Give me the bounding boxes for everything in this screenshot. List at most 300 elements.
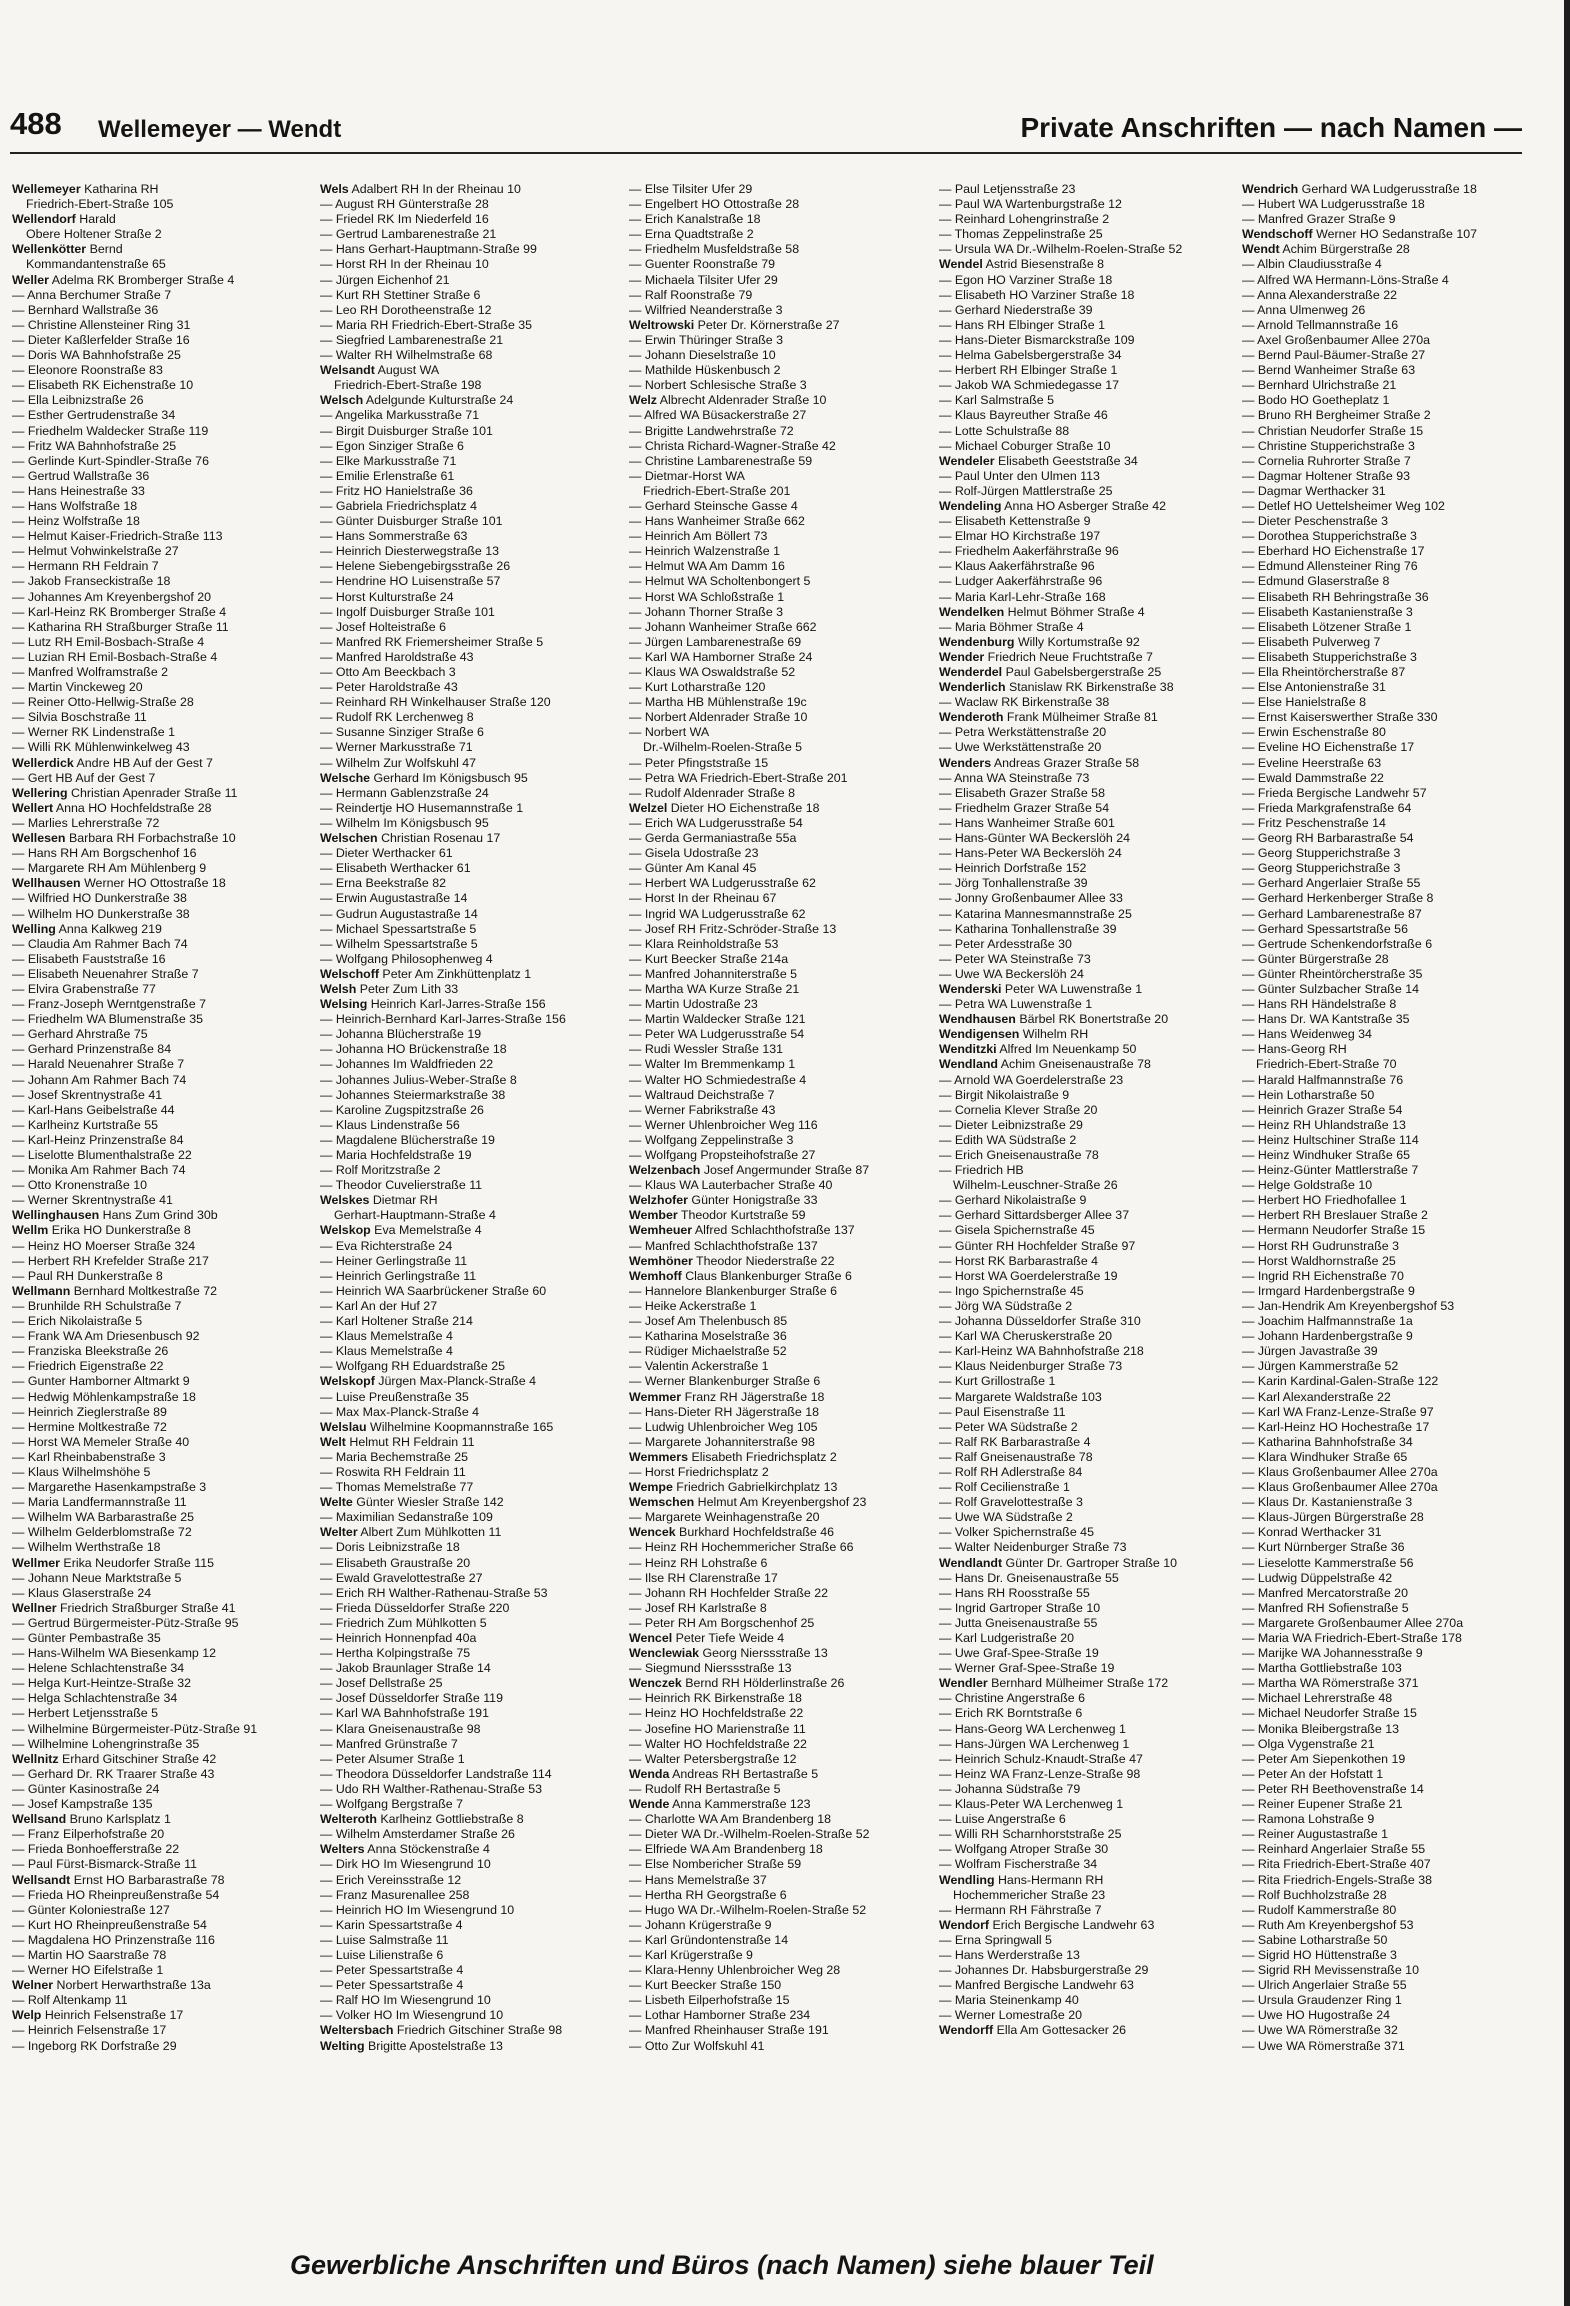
directory-entry: — Maximilian Sedanstraße 109: [320, 1510, 493, 1525]
directory-entry: — Uwe HO Hugostraße 24: [1242, 2008, 1391, 2023]
directory-entry: — Georg Stupperichstraße 3: [1242, 846, 1401, 861]
directory-entry: — Karl Krügerstraße 9: [629, 1947, 753, 1962]
page-number: 488: [10, 106, 62, 141]
directory-entry: — Peter Am Siepenkothen 19: [1242, 1751, 1406, 1766]
directory-entry: — Manfred Grazer Straße 9: [1242, 212, 1396, 227]
directory-entry: — Manfred Johanniterstraße 5: [629, 966, 798, 981]
directory-entry: — Heinrich Gerlingstraße 11: [320, 1268, 477, 1283]
directory-entry: — Peter Haroldstraße 43: [320, 680, 458, 695]
directory-entry: — Fritz HO Hanielstraße 36: [320, 483, 473, 498]
directory-entry: — Otto Kronenstraße 10: [12, 1178, 147, 1193]
directory-entry: — Elisabeth Fauststraße 16: [12, 951, 166, 966]
directory-entry: Wenders Andreas Grazer Straße 58: [939, 755, 1140, 770]
directory-entry: — Wilhelm HO Dunkerstraße 38: [12, 906, 190, 921]
directory-entry: Wellsandt Ernst HO Barbarastraße 78: [12, 1872, 225, 1887]
directory-entry: — Katarina Mannesmannstraße 25: [939, 906, 1132, 921]
directory-entry: Welzel Dieter HO Eichenstraße 18: [629, 800, 820, 815]
directory-entry: — Heinz HO Moerser Straße 324: [12, 1238, 196, 1253]
directory-entry: — Michael Spessartstraße 5: [320, 921, 477, 936]
directory-entry: — Peter WA Steinstraße 73: [939, 951, 1091, 966]
directory-entry: — Ralf RK Barbarastraße 4: [939, 1434, 1091, 1449]
directory-entry: — Karl Ludgeristraße 20: [939, 1631, 1074, 1645]
directory-entry: — Luise Lilienstraße 6: [320, 1947, 444, 1962]
directory-entry: — Hans Wanheimer Straße 601: [939, 815, 1115, 830]
directory-entry: — Hans Werderstraße 13: [939, 1947, 1080, 1962]
directory-entry: — Herbert RH Krefelder Straße 217: [12, 1253, 209, 1268]
directory-entry: — Luzian RH Emil-Bosbach-Straße 4: [12, 649, 218, 664]
directory-entry: — Hermine Moltkestraße 72: [12, 1419, 167, 1434]
directory-entry: — Karl Holtener Straße 214: [320, 1314, 473, 1329]
directory-entry: — Katharina Moselstraße 36: [629, 1329, 787, 1344]
directory-entry: — Reiner Otto-Hellwig-Straße 28: [12, 695, 194, 710]
directory-entry: — Horst RH In der Rheinau 10: [320, 257, 489, 272]
directory-entry: — Gabriela Friedrichsplatz 4: [320, 498, 478, 513]
directory-entry: Wellering Christian Apenrader Straße 11: [12, 785, 238, 800]
directory-entry: — Walter Im Bremmenkamp 1: [629, 1057, 796, 1072]
directory-entry: — Christine Stupperichstraße 3: [1242, 438, 1415, 453]
surname: Wendigensen: [939, 1027, 1020, 1042]
directory-entry: — Heinrich HO Im Wiesengrund 10: [320, 1902, 515, 1917]
surname: Welsch: [320, 393, 364, 408]
directory-entry: — Magdalena HO Prinzenstraße 116: [12, 1932, 215, 1947]
directory-entry: — Helene Siebengebirgsstraße 26: [320, 559, 511, 574]
directory-entry: — Josef RH Karlstraße 8: [629, 1600, 767, 1615]
directory-entry: — Friedrich Zum Mühlkotten 5: [320, 1615, 487, 1630]
directory-entry: Wenderski Peter WA Luwenstraße 1: [939, 981, 1143, 996]
directory-entry: — Helmut Vohwinkelstraße 27: [12, 544, 179, 559]
directory-entry: Wellert Anna HO Hochfeldstraße 28: [12, 800, 212, 815]
directory-entry: Welzenbach Josef Angermunder Straße 87: [629, 1163, 870, 1178]
surname: Welslau: [320, 1419, 367, 1434]
directory-entry: — Kurt Beecker Straße 214a: [629, 951, 789, 966]
directory-entry: — Lotte Schulstraße 88: [939, 423, 1070, 438]
directory-entry: — Klaus Wilhelmshöhe 5: [12, 1464, 151, 1479]
directory-entry: — Wolfgang Philosophenweg 4: [320, 951, 493, 966]
directory-entry: — Dirk HO Im Wiesengrund 10: [320, 1857, 491, 1872]
directory-entry: — Johannes Am Kreyenbergshof 20: [12, 589, 212, 604]
directory-entry: — Theodor Cuvelierstraße 11: [320, 1178, 483, 1193]
directory-entry: — Michael Coburger Straße 10: [939, 438, 1111, 453]
directory-entry: — Herbert RH Breslauer Straße 2: [1242, 1208, 1428, 1223]
directory-entry: — Kurt Grillostraße 1: [939, 1374, 1056, 1389]
directory-entry: — Friedhelm Aakerfährstraße 96: [939, 544, 1119, 559]
directory-entry: — Günter Kasinostraße 24: [12, 1781, 160, 1796]
directory-entry: — Dagmar Werthacker 31: [1242, 483, 1386, 498]
directory-entry: — Karl WA Hamborner Straße 24: [629, 649, 813, 664]
directory-entry: — Otto Am Beeckbach 3: [320, 665, 456, 679]
directory-entry: Wellm Erika HO Dunkerstraße 8: [12, 1223, 191, 1238]
directory-entry: — Josef Dellstraße 25: [320, 1676, 443, 1691]
directory-entry: — Dagmar Holtener Straße 93: [1242, 468, 1411, 483]
directory-entry: — Peter An der Hofstatt 1: [1242, 1766, 1384, 1781]
surname: Wellesen: [12, 831, 66, 846]
surname: Wels: [320, 182, 349, 196]
directory-entry: — Udo RH Walther-Rathenau-Straße 53: [320, 1781, 542, 1796]
directory-entry: — Eveline Heerstraße 63: [1242, 755, 1382, 770]
directory-entry: — Wilhelm Spessartstraße 5: [320, 936, 478, 951]
directory-entry: — Heinrich Felsenstraße 17: [12, 2023, 167, 2038]
directory-entry: — Dieter Kaßlerfelder Straße 16: [12, 332, 190, 347]
surname: Wemschen: [629, 1495, 695, 1510]
directory-entry: — Hans Gerhart-Hauptmann-Straße 99: [320, 242, 537, 257]
directory-entry: — Johanna Südstraße 79: [939, 1781, 1081, 1796]
directory-entry: — Joachim Halfmannstraße 1a: [1242, 1314, 1413, 1329]
directory-entry: — Doris Leibnizstraße 18: [320, 1540, 460, 1555]
surname: Wendeling: [939, 498, 1002, 513]
directory-entry: — Monika Bleibergstraße 13: [1242, 1721, 1400, 1736]
directory-entry: — Horst RH Gudrunstraße 3: [1242, 1238, 1399, 1253]
directory-entry: — Josef Düsseldorfer Straße 119: [320, 1691, 503, 1706]
directory-entry: Wendschoff Werner HO Sedanstraße 107: [1242, 227, 1478, 242]
directory-entry: — Jürgen Kammerstraße 52: [1242, 1359, 1399, 1374]
directory-entry: — Lutz RH Emil-Bosbach-Straße 4: [12, 634, 205, 649]
directory-entry: — Michael Neudorfer Straße 15: [1242, 1706, 1417, 1721]
directory-entry: — Birgit Duisburger Straße 101: [320, 423, 493, 438]
directory-entry: — Heiner Gerlingstraße 11: [320, 1253, 468, 1268]
surname: Wendrich: [1242, 182, 1299, 196]
directory-entry: — Erwin Augustastraße 14: [320, 891, 468, 906]
directory-entry: — Liselotte Blumenthalstraße 22: [12, 1148, 192, 1162]
directory-entry: — Norbert WA: [629, 725, 710, 740]
directory-entry: — Gisela Udostraße 23: [629, 846, 759, 861]
directory-entry: — Klaus Aakerfährstraße 96: [939, 559, 1095, 574]
directory-entry: — Charlotte WA Am Brandenberg 18: [629, 1812, 832, 1827]
directory-entry: — Else Nombericher Straße 59: [629, 1857, 802, 1872]
directory-entry: — Albin Claudiusstraße 4: [1242, 257, 1382, 272]
directory-entry: — Kurt HO Rheinpreußenstraße 54: [12, 1917, 207, 1932]
directory-entry: Welslau Wilhelmine Koopmannstraße 165: [320, 1419, 554, 1434]
directory-entry: — Gerlinde Kurt-Spindler-Straße 76: [12, 453, 209, 468]
directory-entry: — Elisabeth RH Behringstraße 36: [1242, 589, 1429, 604]
directory-entry: — Hans Wanheimer Straße 662: [629, 514, 805, 529]
directory-entry: — Sabine Lotharstraße 50: [1242, 1932, 1388, 1947]
directory-entry: — Jonny Großenbaumer Allee 33: [939, 891, 1123, 906]
directory-entry: — Jakob Braunlager Straße 14: [320, 1661, 491, 1676]
directory-entry: Wellsand Bruno Karlsplatz 1: [12, 1812, 171, 1827]
directory-entry: — Heinz Windhuker Straße 65: [1242, 1148, 1411, 1162]
directory-entry: Wende Anna Kammerstraße 123: [629, 1797, 811, 1812]
directory-entry: Wels Adalbert RH In der Rheinau 10: [320, 182, 521, 196]
directory-entry: — Heinrich Zieglerstraße 89: [12, 1404, 167, 1419]
surname: Wende: [629, 1797, 670, 1812]
directory-entry: — Ursula Graudenzer Ring 1: [1242, 1993, 1402, 2008]
directory-entry: — Ludger Aakerfährstraße 96: [939, 574, 1103, 589]
directory-entry: — Erich Gneisenaustraße 78: [939, 1148, 1099, 1162]
directory-entry: — Hendrine HO Luisenstraße 57: [320, 574, 501, 589]
directory-entry: — Peter WA Südstraße 2: [939, 1419, 1078, 1434]
directory-entry: — Friedel RK Im Niederfeld 16: [320, 212, 489, 227]
directory-entry: — Bernd Paul-Bäumer-Straße 27: [1242, 348, 1426, 363]
surname: Wellert: [12, 800, 54, 815]
directory-entry: — Waltraud Deichstraße 7: [629, 1087, 775, 1102]
directory-entry: — Klaus Dr. Kastanienstraße 3: [1242, 1495, 1413, 1510]
directory-entry: — Karl-Heinz HO Hochestraße 17: [1242, 1419, 1430, 1434]
directory-entry: — Manfred RK Friemersheimer Straße 5: [320, 634, 544, 649]
directory-entry: Wencek Burkhard Hochfeldstraße 46: [629, 1525, 835, 1540]
directory-entry: — Brigitte Landwehrstraße 72: [629, 423, 794, 438]
directory-entry: — Irmgard Hardenbergstraße 9: [1242, 1283, 1415, 1298]
directory-entry: — Kurt Beecker Straße 150: [629, 1978, 782, 1993]
directory-entry: Welt Helmut RH Feldrain 11: [320, 1434, 475, 1449]
directory-entry: Welskop Eva Memelstraße 4: [320, 1223, 482, 1238]
surname: Wemhöner: [629, 1253, 693, 1268]
directory-entry: — Heinz Hultschiner Straße 114: [1242, 1132, 1419, 1147]
directory-entry: — Elisabeth Lötzener Straße 1: [1242, 619, 1412, 634]
directory-entry: — Gerhard Sittardsberger Allee 37: [939, 1208, 1130, 1223]
directory-entry: — Georg RH Barbarastraße 54: [1242, 831, 1414, 846]
directory-entry: — Herbert RH Elbinger Straße 1: [939, 363, 1118, 378]
directory-entry: — Ursula WA Dr.-Wilhelm-Roelen-Straße 52: [939, 242, 1183, 257]
directory-entry: — Klaus Memelstraße 4: [320, 1344, 453, 1359]
directory-entry: — Margarete Johanniterstraße 98: [629, 1434, 815, 1449]
directory-entry: — Engelbert HO Ottostraße 28: [629, 197, 800, 212]
directory-entry: — Detlef HO Uettelsheimer Weg 102: [1242, 498, 1445, 513]
directory-entry: Wendt Achim Bürgerstraße 28: [1242, 242, 1410, 257]
directory-entry: — Werner Markusstraße 71: [320, 740, 473, 755]
directory-entry: — Heinrich Honnenpfad 40a: [320, 1631, 477, 1645]
directory-entry: — Erich RK Borntstraße 6: [939, 1706, 1083, 1721]
directory-entry: — Günter Sulzbacher Straße 14: [1242, 981, 1419, 996]
directory-entry: — Heike Ackerstraße 1: [629, 1298, 757, 1313]
directory-entry: Wellesen Barbara RH Forbachstraße 10: [12, 831, 236, 846]
directory-entry: — Gertrud Wallstraße 36: [12, 468, 150, 483]
directory-entry: Welz Albrecht Aldenrader Straße 10: [629, 393, 827, 408]
surname: Welskes: [320, 1193, 370, 1208]
surname: Wellhausen: [12, 876, 81, 891]
directory-entry: — Jörg WA Südstraße 2: [939, 1298, 1073, 1313]
directory-entry: — Heinrich Grazer Straße 54: [1242, 1102, 1403, 1117]
surname: Wendland: [939, 1057, 998, 1072]
directory-entry: Friedrich-Ebert-Straße 70: [1256, 1057, 1397, 1072]
directory-entry: — Paul Unter den Ulmen 113: [939, 468, 1100, 483]
directory-entry: — Wolfgang Atroper Straße 30: [939, 1842, 1109, 1857]
directory-entry: — Johann RH Hochfelder Straße 22: [629, 1585, 829, 1600]
directory-entry: — Hans-Jürgen WA Lerchenweg 1: [939, 1736, 1130, 1751]
surname: Welt: [320, 1434, 346, 1449]
directory-entry: — Horst WA Memeler Straße 40: [12, 1434, 190, 1449]
directory-entry: — Cornelia Ruhrorter Straße 7: [1242, 453, 1411, 468]
directory-entry: — Eva Richterstraße 24: [320, 1238, 453, 1253]
surname: Welzhofer: [629, 1193, 688, 1208]
directory-entry: — Claudia Am Rahmer Bach 74: [12, 936, 188, 951]
directory-entry: — Wilhelm Zur Wolfskuhl 47: [320, 755, 477, 770]
directory-entry: — Karl-Heinz Prinzenstraße 84: [12, 1132, 184, 1147]
directory-entry: — Max Max-Planck-Straße 4: [320, 1404, 480, 1419]
directory-entry: — Hein Lotharstraße 50: [1242, 1087, 1375, 1102]
directory-entry: — Karl An der Huf 27: [320, 1298, 438, 1313]
surname: Welsing: [320, 997, 368, 1012]
directory-entry: Welskes Dietmar RH: [320, 1193, 438, 1208]
directory-entry: — Erwin Thüringer Straße 3: [629, 332, 784, 347]
surname: Welschoff: [320, 966, 379, 981]
directory-entry: — Jörg Tonhallenstraße 39: [939, 876, 1088, 891]
directory-entry: — Willi RK Mühlenwinkelweg 43: [12, 740, 190, 755]
directory-entry: Wempe Friedrich Gabrielkirchplatz 13: [629, 1480, 838, 1495]
directory-entry: — Reiner Eupener Straße 21: [1242, 1797, 1403, 1812]
directory-entry: — Josef RH Fritz-Schröder-Straße 13: [629, 921, 837, 936]
directory-entry: — Alfred WA Hermann-Löns-Straße 4: [1242, 272, 1449, 287]
directory-entry: — Else Hanielstraße 8: [1242, 695, 1366, 710]
directory-entry: — Elisabeth HO Varziner Straße 18: [939, 287, 1135, 302]
directory-entry: Friedrich-Ebert-Straße 201: [643, 483, 791, 498]
directory-entry: — Sigrid HO Hüttenstraße 3: [1242, 1947, 1397, 1962]
directory-entry: Wendrich Gerhard WA Ludgerusstraße 18: [1242, 182, 1477, 196]
directory-entry: — Monika Am Rahmer Bach 74: [12, 1163, 186, 1178]
directory-entry: — Edith WA Südstraße 2: [939, 1132, 1077, 1147]
directory-entry: — Paul Eisenstraße 11: [939, 1404, 1066, 1419]
directory-entry: Wellmann Bernhard Moltkestraße 72: [12, 1283, 217, 1298]
surname: Wenderlich: [939, 680, 1006, 695]
directory-entry: — Werner HO Eifelstraße 1: [12, 1963, 164, 1978]
directory-entry: Wenclewiak Georg Nierssstraße 13: [629, 1646, 828, 1661]
directory-entry: — Otto Zur Wolfskuhl 41: [629, 2038, 765, 2053]
directory-entry: — Bernhard Wallstraße 36: [12, 302, 159, 317]
directory-entry: — Johanna HO Brückenstraße 18: [320, 1042, 507, 1057]
directory-entry: Wendelken Helmut Böhmer Straße 4: [939, 604, 1145, 619]
directory-entry: — Peter Spessartstraße 4: [320, 1963, 464, 1978]
directory-entry: — Maria RH Friedrich-Ebert-Straße 35: [320, 317, 533, 332]
directory-entry: — Erna Quadtstraße 2: [629, 227, 754, 242]
directory-entry: — Ralf Roonstraße 79: [629, 287, 753, 302]
directory-entry: — Herbert WA Ludgerusstraße 62: [629, 876, 816, 891]
directory-entry: — Heinrich-Bernhard Karl-Jarres-Straße 156: [320, 1012, 566, 1027]
surname: Wendling: [939, 1872, 995, 1887]
surname: Welting: [320, 2038, 365, 2053]
directory-entry: — Klaus Großenbaumer Allee 270a: [1242, 1464, 1438, 1479]
directory-entry: Gerhart-Hauptmann-Straße 4: [334, 1208, 496, 1223]
directory-entry: Welschoff Peter Am Zinkhüttenplatz 1: [320, 966, 532, 981]
directory-entry: — Susanne Sinziger Straße 6: [320, 725, 484, 740]
surname: Wemmer: [629, 1389, 682, 1404]
surname: Wellmann: [12, 1283, 71, 1298]
directory-entry: — Rüdiger Michaelstraße 52: [629, 1344, 787, 1359]
directory-entry: Wendling Hans-Hermann RH: [939, 1872, 1104, 1887]
directory-entry: — Karl Salmstraße 5: [939, 393, 1054, 408]
directory-entry: — Peter WA Ludgerusstraße 54: [629, 1027, 805, 1042]
directory-entry: — Horst In der Rheinau 67: [629, 891, 777, 906]
directory-entry: Friedrich-Ebert-Straße 198: [334, 378, 482, 393]
directory-entry: — Klara Gneisenaustraße 98: [320, 1721, 481, 1736]
directory-entry: Welzhofer Günter Honigstraße 33: [629, 1193, 818, 1208]
directory-entry: — Ewald Gravelottestraße 27: [320, 1570, 483, 1585]
surname: Wemheuer: [629, 1223, 693, 1238]
directory-entry: — Margarete Großenbaumer Allee 270a: [1242, 1615, 1464, 1630]
directory-entry: — Margarete RH Am Mühlenberg 9: [12, 861, 207, 876]
directory-entry: Wellinghausen Hans Zum Grind 30b: [12, 1208, 218, 1223]
directory-entry: Welters Anna Stöckenstraße 4: [320, 1842, 490, 1857]
directory-entry: — Margarete Weinhagenstraße 20: [629, 1510, 820, 1525]
directory-entry: — Emilie Erlenstraße 61: [320, 468, 455, 483]
directory-entry: Welschen Christian Rosenau 17: [320, 831, 501, 846]
directory-entry: — Johann Thorner Straße 3: [629, 604, 784, 619]
directory-entry: — Walter HO Schmiedestraße 4: [629, 1072, 807, 1087]
directory-entry: — Werner Fabrikstraße 43: [629, 1102, 776, 1117]
directory-entry: — Gerhard Ahrstraße 75: [12, 1027, 148, 1042]
directory-entry: — Gertrud Lambarenestraße 21: [320, 227, 497, 242]
directory-entry: — Paul RH Dunkerstraße 8: [12, 1268, 163, 1283]
directory-entry: — Uwe WA Südstraße 2: [939, 1510, 1073, 1525]
directory-entry: — Elvira Grabenstraße 77: [12, 981, 156, 996]
directory-entry: — Reinhard RH Winkelhauser Straße 120: [320, 695, 551, 710]
directory-entry: — Volker HO Im Wiesengrund 10: [320, 2008, 504, 2023]
surname: Wellerdick: [12, 755, 74, 770]
directory-entry: Wender Friedrich Neue Fruchtstraße 7: [939, 649, 1153, 664]
directory-entry: Wilhelm-Leuschner-Straße 26: [953, 1178, 1118, 1193]
directory-entry: Welteroth Karlheinz Gottliebstraße 8: [320, 1812, 524, 1827]
surname: Welsche: [320, 770, 371, 785]
directory-entry: — Hans RH Roosstraße 55: [939, 1585, 1090, 1600]
directory-entry: Friedrich-Ebert-Straße 105: [26, 197, 174, 212]
directory-entry: — Manfred Schlachthofstraße 137: [629, 1238, 818, 1253]
directory-entry: — Marijke WA Johannesstraße 9: [1242, 1646, 1423, 1661]
directory-entry: — Else Antonienstraße 31: [1242, 680, 1386, 695]
directory-entry: — Wilhelm Gelderblomstraße 72: [12, 1525, 192, 1540]
directory-entry: Wemhoff Claus Blankenburger Straße 6: [629, 1268, 852, 1283]
directory-entry: — Fritz Peschenstraße 14: [1242, 815, 1386, 830]
directory-entry: — Manfred Bergische Landwehr 63: [939, 1978, 1134, 1993]
directory-entry: — Klaus WA Oswaldstraße 52: [629, 665, 796, 679]
directory-entry: — Heinrich RK Birkenstraße 18: [629, 1691, 802, 1706]
directory-entry: — Erich WA Ludgerusstraße 54: [629, 815, 803, 830]
directory-entry: — Maria Böhmer Straße 4: [939, 619, 1084, 634]
directory-entry: — Wilhelm WA Barbarastraße 25: [12, 1510, 195, 1525]
directory-entry: — Margarete Waldstraße 103: [939, 1389, 1102, 1404]
surname: Wellsandt: [12, 1872, 71, 1887]
directory-entry: — Ingrid RH Eichenstraße 70: [1242, 1268, 1404, 1283]
directory-entry: — Herbert Letjensstraße 5: [12, 1706, 158, 1721]
directory-entry: — Klaus-Jürgen Bürgerstraße 28: [1242, 1510, 1424, 1525]
directory-entry: — Karl WA Bahnhofstraße 191: [320, 1706, 489, 1721]
directory-entry: — Elfriede WA Am Brandenberg 18: [629, 1842, 823, 1857]
directory-entry: — Manfred Haroldstraße 43: [320, 649, 474, 664]
surname: Wenders: [939, 755, 992, 770]
directory-entry: — Hans Dr. WA Kantstraße 35: [1242, 1012, 1410, 1027]
directory-entry: — Lothar Hamborner Straße 234: [629, 2008, 811, 2023]
directory-entry: Wellenkötter Bernd: [12, 242, 123, 257]
directory-entry: — Werner Uhlenbroicher Weg 116: [629, 1117, 818, 1132]
directory-entry: — Hans RH Elbinger Straße 1: [939, 317, 1105, 332]
directory-entry: — Helmut Kaiser-Friedrich-Straße 113: [12, 529, 223, 544]
directory-entry: — Wilhelm Im Königsbusch 95: [320, 815, 489, 830]
directory-entry: Welskopf Jürgen Max-Planck-Straße 4: [320, 1374, 536, 1389]
surname: Wenderdel: [939, 665, 1003, 679]
surname: Wellemeyer: [12, 182, 81, 196]
directory-entry: Wellendorf Harald: [12, 212, 116, 227]
directory-entry: — Hans Weidenweg 34: [1242, 1027, 1372, 1042]
surname: Wendlandt: [939, 1555, 1003, 1570]
directory-entry: — Eveline HO Eichenstraße 17: [1242, 740, 1415, 755]
directory-entry: — Karl-Hans Geibelstraße 44: [12, 1102, 175, 1117]
directory-entry: — Edmund Glaserstraße 8: [1242, 574, 1390, 589]
directory-entry: — Roswita RH Feldrain 11: [320, 1464, 466, 1479]
directory-entry: — Thomas Zeppelinstraße 25: [939, 227, 1103, 242]
directory-entry: — Rolf-Jürgen Mattlerstraße 25: [939, 483, 1113, 498]
directory-entry: Hochemmericher Straße 23: [953, 1887, 1106, 1902]
directory-entry: — Hans Memelstraße 37: [629, 1872, 767, 1887]
directory-entry: — Bernd Wanheimer Straße 63: [1242, 363, 1416, 378]
directory-entry: Wemhöner Theodor Niederstraße 22: [629, 1253, 835, 1268]
directory-entry: — Elisabeth Kastanienstraße 3: [1242, 604, 1413, 619]
directory-entry: — Rolf Cecilienstraße 1: [939, 1480, 1070, 1495]
directory-entry: — Friedhelm Waldecker Straße 119: [12, 423, 209, 438]
directory-entry: — Anna Alexanderstraße 22: [1242, 287, 1397, 302]
directory-entry: — Ingeborg RK Dorfstraße 29: [12, 2038, 177, 2053]
directory-entry: — Manfred Mercatorstraße 20: [1242, 1585, 1408, 1600]
surname: Weller: [12, 272, 49, 287]
directory-entry: — Silvia Boschstraße 11: [12, 710, 147, 725]
directory-entry: — Gertrude Schenkendorfstraße 6: [1242, 936, 1433, 951]
surname: Wencel: [629, 1631, 673, 1645]
